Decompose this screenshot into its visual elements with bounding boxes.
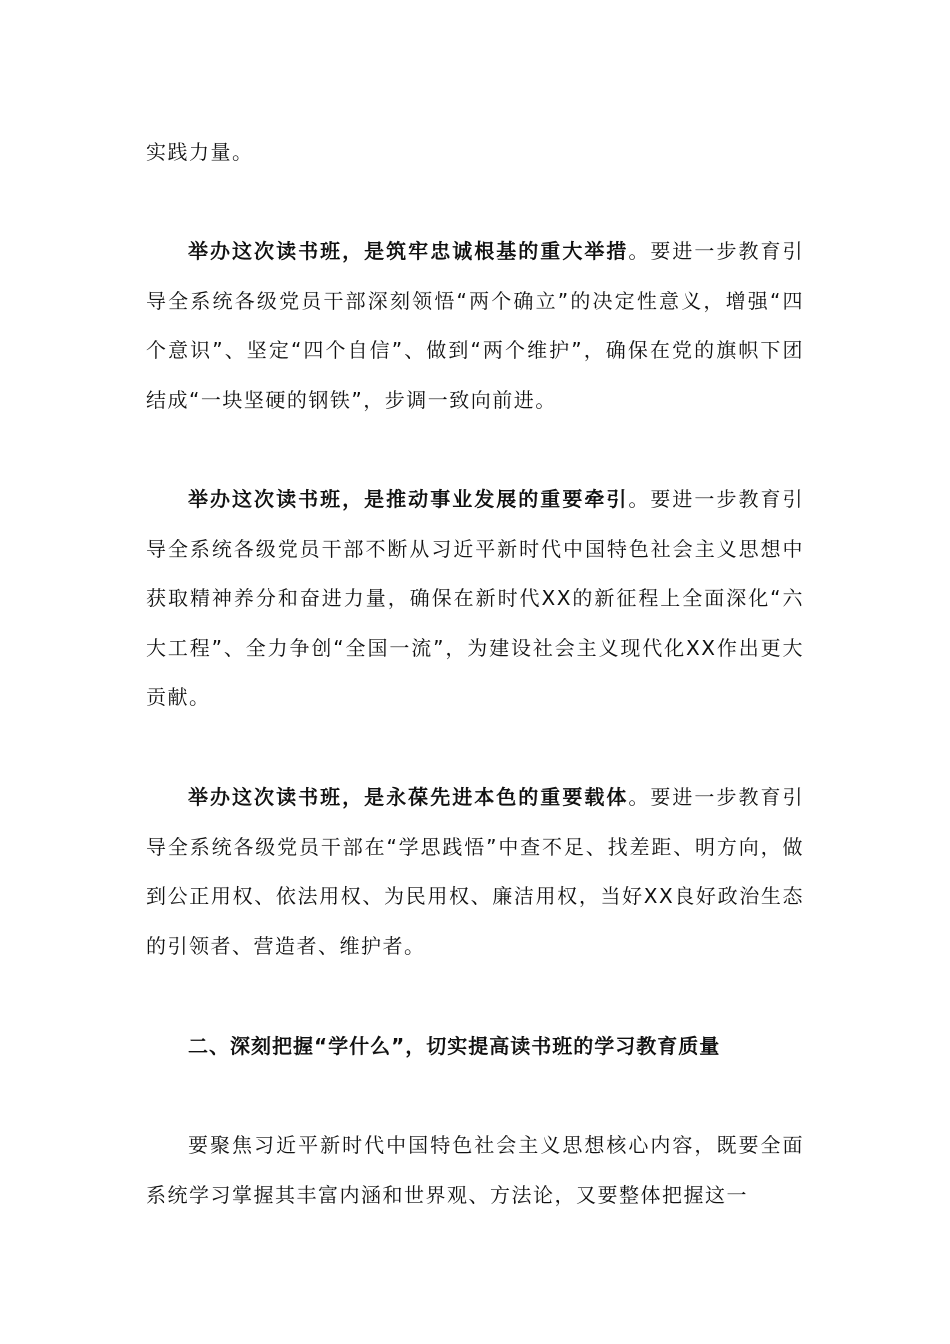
- paragraph-text: 实践力量。: [146, 140, 254, 164]
- paragraph-lead-bold: 举办这次读书班，是推动事业发展的重要牵引: [188, 487, 629, 511]
- paragraph-body: 。要进一步教育引导全系统各级党员干部不断从习近平新时代中国特色社会主义思想中获取精神养分和奋进力量，确保在新时代XX的新征程上全面深化“六大工程”、全力争创“全国一流”，为建设社会主义现代化XX作出更大贡献。: [146, 487, 805, 709]
- paragraph-lead-bold: 举办这次读书班，是永葆先进本色的重要载体: [188, 785, 629, 809]
- paragraph-lead-bold: 举办这次读书班，是筑牢忠诚根基的重大举措: [188, 239, 629, 263]
- paragraph-loyalty-foundation: [146, 227, 804, 425]
- paragraph-core-content: [146, 1121, 804, 1220]
- paragraph-text: 要聚焦习近平新时代中国特色社会主义思想核心内容，既要全面系统学习掌握其丰富内涵和世界观、方法论，又要整体把握这一: [146, 1133, 804, 1207]
- paragraph-body: 。要进一步教育引导全系统各级党员干部在“学思践悟”中查不足、找差距、明方向，做到公正用权、依法用权、为民用权、廉洁用权，当好XX良好政治生态的引领者、营造者、维护者。: [146, 785, 805, 958]
- paragraph-continuation: [146, 128, 804, 178]
- paragraph-advanced-nature: [146, 773, 804, 971]
- paragraph-career-development: [146, 475, 804, 723]
- paragraph-body: 。要进一步教育引导全系统各级党员干部深刻领悟“两个确立”的决定性意义，增强“四个意识”、坚定“四个自信”、做到“两个维护”，确保在党的旗帜下团结成“一块坚硬的钢铁”，步调一致向前进。: [146, 239, 805, 412]
- section-heading: 二、深刻把握“学什么”，切实提高读书班的学习教育质量: [188, 1034, 721, 1058]
